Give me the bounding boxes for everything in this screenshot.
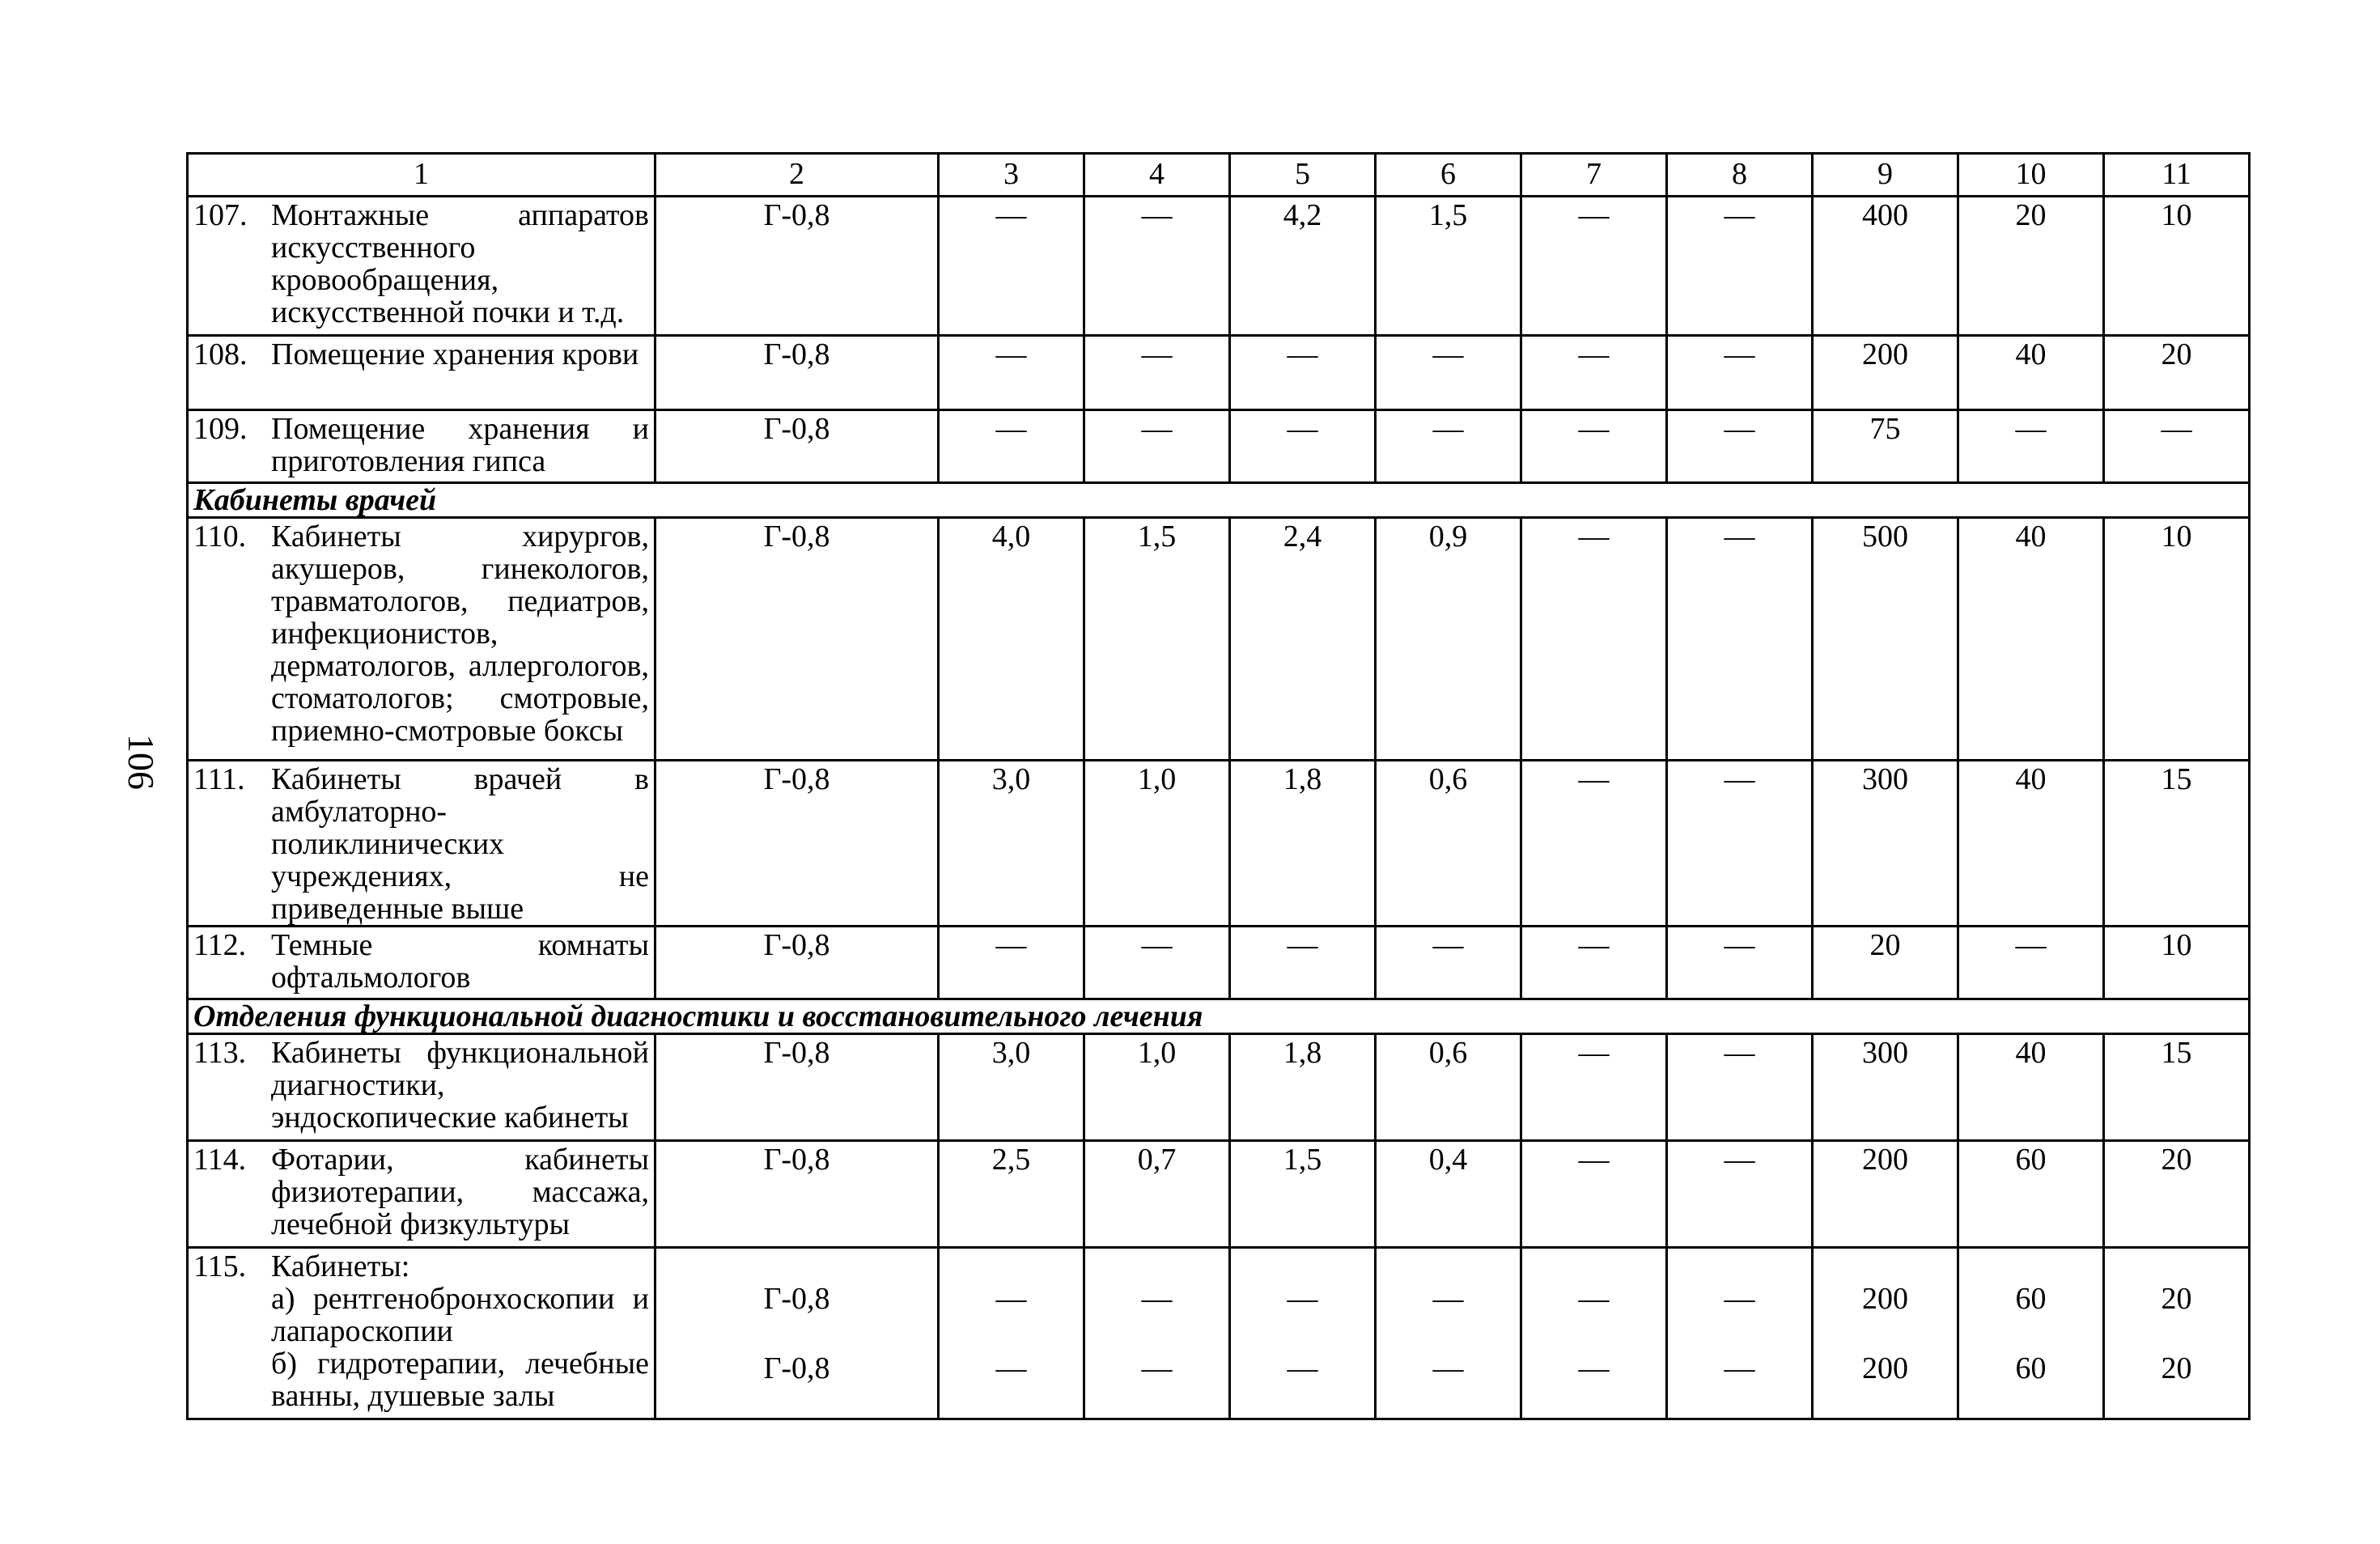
row-number: 113. (193, 1036, 247, 1070)
value-cell: — (1084, 410, 1230, 483)
row-number: 110. (193, 520, 247, 554)
value-cell: 300 (1813, 761, 1958, 927)
value-cell: 0,7 (1084, 1141, 1230, 1248)
value-cell: — (1667, 410, 1813, 483)
row-name: Кабинеты врачей в амбулаторно-поликлинических учреждениях, не приведенные выше (271, 762, 649, 926)
subitem-value: Г-0,8 (763, 1351, 830, 1385)
subitem-value: — (1287, 1282, 1318, 1316)
value-cell: 15 (2104, 761, 2250, 927)
row-name-cell (188, 518, 655, 761)
value-cell (1813, 1248, 1958, 1419)
value-cell: 0,9 (1376, 518, 1521, 761)
norms-table (186, 152, 2251, 1420)
header-cell: 2 (655, 154, 939, 197)
value-cell (1084, 1248, 1230, 1419)
row-name-cell (188, 927, 655, 999)
cell-spacer (1090, 1250, 1224, 1283)
value-cell: 40 (1958, 336, 2104, 410)
value-cell: — (1667, 1034, 1813, 1141)
value-cell: 1,5 (1230, 1141, 1376, 1248)
row-name: Кабинеты функциональной диагностики, эндоскопические кабинеты (271, 1036, 649, 1135)
value-cell: 0,4 (1376, 1141, 1521, 1248)
row-name: Фотарии, кабинеты физиотерапии, массажа, лечебной физкультуры (271, 1143, 649, 1241)
value-cell: — (939, 927, 1084, 999)
table-row (188, 410, 2250, 483)
row-name: Темные комнаты офтальмологов (271, 928, 649, 995)
table-row (188, 1248, 2250, 1419)
row-name-cell (188, 761, 655, 927)
subitem-value: 60 (2015, 1282, 2047, 1316)
row-name-cell (188, 336, 655, 410)
value-cell: 15 (2104, 1034, 2250, 1141)
value-cell: — (1521, 1034, 1667, 1141)
row-number: 109. (193, 412, 248, 446)
value-cell: — (1521, 927, 1667, 999)
subitem-value: — (1724, 1351, 1755, 1385)
section-title: Кабинеты врачей (188, 483, 2250, 518)
table-row (188, 518, 2250, 761)
value-cell: — (1376, 336, 1521, 410)
cell-spacer (1381, 1250, 1515, 1283)
subitem-value: — (1432, 1282, 1464, 1316)
value-cell: Г-0,8 (655, 1034, 939, 1141)
value-cell (1667, 1248, 1813, 1419)
value-cell: 2,5 (939, 1141, 1084, 1248)
subitem-name: б) гидротерапии, лечебные ванны, душевые залы (271, 1347, 649, 1413)
row-name: Помещение хранения и приготовления гипса (271, 412, 649, 478)
cell-spacer (1964, 1250, 2098, 1283)
cell-spacer (1527, 1250, 1661, 1283)
value-cell (655, 1248, 939, 1419)
header-cell: 6 (1376, 154, 1521, 197)
value-cell: 1,0 (1084, 761, 1230, 927)
subitem-value: — (995, 1282, 1027, 1316)
value-cell: 10 (2104, 518, 2250, 761)
value-cell: 400 (1813, 197, 1958, 336)
value-cell (1376, 1248, 1521, 1419)
value-cell: 20 (2104, 336, 2250, 410)
value-cell: 3,0 (939, 761, 1084, 927)
row-number: 114. (193, 1143, 247, 1177)
value-cell (939, 1248, 1084, 1419)
row-number: 112. (193, 928, 247, 962)
header-cell: 10 (1958, 154, 2104, 197)
value-cell: — (1230, 410, 1376, 483)
header-cell: 4 (1084, 154, 1230, 197)
row-name-cell (188, 410, 655, 483)
header-cell: 7 (1521, 154, 1667, 197)
subitem-indent (193, 1347, 271, 1412)
subitem-value: — (1578, 1351, 1610, 1385)
subitem-value: — (1141, 1351, 1173, 1385)
header-row (188, 154, 2250, 197)
value-cell: — (1521, 1141, 1667, 1248)
header-cell: 1 (188, 154, 655, 197)
value-cell: Г-0,8 (655, 518, 939, 761)
value-cell: 10 (2104, 197, 2250, 336)
value-cell: 1,5 (1084, 518, 1230, 761)
value-cell: 0,6 (1376, 1034, 1521, 1141)
subitem-value: — (1724, 1282, 1755, 1316)
row-name: Кабинеты: (271, 1249, 410, 1283)
section-row (188, 999, 2250, 1034)
value-cell: — (939, 197, 1084, 336)
value-cell: 4,0 (939, 518, 1084, 761)
value-cell: Г-0,8 (655, 197, 939, 336)
value-cell: — (1667, 518, 1813, 761)
cell-spacer (944, 1250, 1078, 1283)
table-row (188, 197, 2250, 336)
row-name: Кабинеты хирургов, акушеров, гинекологов, травматологов, педиатров, инфекционистов, дерматологов, аллергологов, стоматологов; смотровые, приемно-смотровые боксы (271, 520, 649, 748)
value-cell: 300 (1813, 1034, 1958, 1141)
row-name-cell (188, 1034, 655, 1141)
value-cell: 200 (1813, 336, 1958, 410)
row-number: 111. (193, 762, 245, 796)
table-row (188, 1034, 2250, 1141)
table-row (188, 927, 2250, 999)
value-cell: 60 (1958, 1141, 2104, 1248)
subitem-value: — (1287, 1351, 1318, 1385)
value-cell: Г-0,8 (655, 1141, 939, 1248)
value-cell: Г-0,8 (655, 761, 939, 927)
value-cell: — (939, 410, 1084, 483)
subitem-value: 20 (2161, 1282, 2192, 1316)
subitem-value: — (1578, 1282, 1610, 1316)
value-cell: — (1230, 336, 1376, 410)
value-cell: — (1667, 197, 1813, 336)
value-cell: — (1084, 336, 1230, 410)
value-cell: 3,0 (939, 1034, 1084, 1141)
value-cell: 10 (2104, 927, 2250, 999)
value-cell: — (1230, 927, 1376, 999)
value-cell: 20 (1958, 197, 2104, 336)
value-cell (1230, 1248, 1376, 1419)
subitem-value: — (1141, 1282, 1173, 1316)
value-cell: Г-0,8 (655, 336, 939, 410)
row-number: 107. (193, 198, 248, 232)
value-cell: 40 (1958, 518, 2104, 761)
header-cell: 5 (1230, 154, 1376, 197)
cell-spacer (661, 1250, 932, 1283)
cell-spacer (2110, 1250, 2243, 1283)
row-name: Монтажные аппаратов искусственного кровообращения, искусственной почки и т.д. (271, 198, 649, 329)
value-cell: — (1958, 410, 2104, 483)
header-cell: 8 (1667, 154, 1813, 197)
value-cell: Г-0,8 (655, 410, 939, 483)
value-cell: Г-0,8 (655, 927, 939, 999)
value-cell: — (1521, 336, 1667, 410)
header-cell: 3 (939, 154, 1084, 197)
row-name-cell (188, 1141, 655, 1248)
table-row (188, 1141, 2250, 1248)
value-cell: — (1667, 1141, 1813, 1248)
cell-spacer (1673, 1250, 1806, 1283)
value-cell: 500 (1813, 518, 1958, 761)
value-cell: — (1521, 518, 1667, 761)
subitem-indent (193, 1283, 271, 1347)
value-cell: 1,8 (1230, 761, 1376, 927)
cell-spacer (1236, 1250, 1369, 1283)
table-body (188, 154, 2250, 1419)
value-cell: 40 (1958, 761, 2104, 927)
section-row (188, 483, 2250, 518)
value-cell: 1,8 (1230, 1034, 1376, 1141)
subitem-value: — (1432, 1351, 1464, 1385)
value-cell: 20 (2104, 1141, 2250, 1248)
subitem-value: 20 (2161, 1351, 2192, 1385)
value-cell: — (1521, 410, 1667, 483)
value-cell: — (1084, 197, 1230, 336)
subitem-value: — (995, 1351, 1027, 1385)
value-cell: — (1958, 927, 2104, 999)
value-cell: — (1521, 197, 1667, 336)
value-cell (1958, 1248, 2104, 1419)
row-name-cell (188, 197, 655, 336)
subitem-name: а) рентгенобронхоскопии и лапароскопии (271, 1282, 649, 1348)
value-cell: 200 (1813, 1141, 1958, 1248)
subitem-value: 60 (2015, 1351, 2047, 1385)
value-cell: — (1667, 927, 1813, 999)
value-cell: — (2104, 410, 2250, 483)
value-cell: — (1667, 336, 1813, 410)
cell-spacer (1818, 1250, 1952, 1283)
value-cell: — (1376, 410, 1521, 483)
table-row (188, 336, 2250, 410)
value-cell: 4,2 (1230, 197, 1376, 336)
value-cell: 1,0 (1084, 1034, 1230, 1141)
row-number: 115. (193, 1249, 247, 1283)
value-cell: 40 (1958, 1034, 2104, 1141)
value-cell: — (1667, 761, 1813, 927)
subitem-value: 200 (1862, 1351, 1908, 1385)
header-cell: 11 (2104, 154, 2250, 197)
value-cell (1521, 1248, 1667, 1419)
value-cell: — (1376, 927, 1521, 999)
value-cell: — (939, 336, 1084, 410)
section-title: Отделения функциональной диагностики и восстановительного лечения (188, 999, 2250, 1034)
table-row (188, 761, 2250, 927)
value-cell: 2,4 (1230, 518, 1376, 761)
value-cell: — (1084, 927, 1230, 999)
value-cell: 1,5 (1376, 197, 1521, 336)
row-number: 108. (193, 337, 248, 371)
header-cell: 9 (1813, 154, 1958, 197)
row-name-cell (188, 1248, 655, 1419)
value-cell: 20 (1813, 927, 1958, 999)
row-name: Помещение хранения крови (271, 337, 639, 371)
subitem-value: 200 (1862, 1282, 1908, 1316)
page-number: 106 (121, 734, 162, 790)
value-cell (2104, 1248, 2250, 1419)
subitem-value: Г-0,8 (763, 1282, 830, 1316)
value-cell: — (1521, 761, 1667, 927)
value-cell: 0,6 (1376, 761, 1521, 927)
value-cell: 75 (1813, 410, 1958, 483)
